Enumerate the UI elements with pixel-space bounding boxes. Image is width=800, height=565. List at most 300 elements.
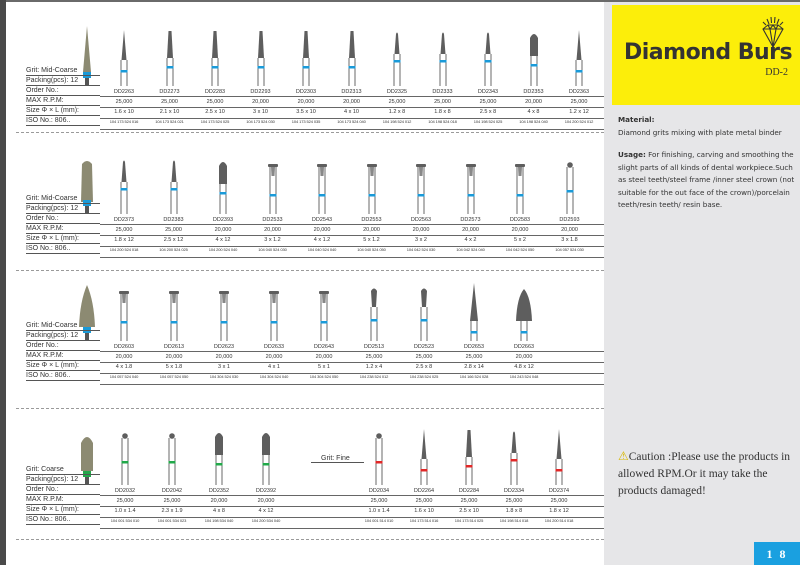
packing-label: Packing(pcs): 12 — [26, 331, 100, 341]
product-dd2513 — [351, 281, 397, 382]
size-value: 1.8 x 8 — [434, 109, 451, 115]
product-dd2273 — [147, 26, 193, 127]
product-dd2352 — [196, 425, 242, 526]
taper-round-bur-icon — [465, 26, 511, 86]
order-no: DD2363 — [568, 89, 590, 95]
iso-no: 104 173 514 016 — [409, 518, 439, 523]
order-no: DD2573 — [460, 217, 481, 223]
max-rpm: 25,000 — [206, 99, 224, 105]
ball-bur-icon — [356, 425, 402, 485]
size-label: Size Φ × L (mm): — [26, 234, 100, 244]
grit-label: Grit: Mid-Coarse — [26, 66, 100, 76]
size-value: 1.2 x 8 — [388, 109, 406, 115]
iso-no: 104 200 534 040 — [251, 518, 281, 523]
size-label: Size Φ × L (mm): — [26, 361, 100, 371]
taper-flat-bur-icon — [283, 26, 329, 86]
packing-label: Packing(pcs): 12 — [26, 204, 100, 214]
product-dd2293 — [238, 26, 284, 127]
max-rpm: 20,000 — [511, 227, 529, 233]
max-rpm: 20,000 — [313, 227, 331, 233]
iso-no: 104 304 524 030 — [209, 374, 239, 379]
max-rpm: 25,000 — [570, 99, 588, 105]
bur-drawing — [243, 425, 289, 485]
size-value: 1.2 x 4 — [365, 364, 383, 370]
taper-round-bur-icon — [491, 425, 537, 485]
size-label: Size Φ × L (mm): — [26, 505, 100, 515]
order-no: DD2513 — [363, 344, 385, 350]
order-no: DD2293 — [250, 89, 271, 95]
product-dd2283 — [192, 26, 238, 127]
product-dd2334 — [491, 425, 537, 526]
iso-no: 104 173 524 021 — [155, 119, 184, 124]
iso-no: 104 042 524 040 — [456, 247, 485, 252]
bur-drawing — [547, 154, 593, 214]
iso-no: 104 173 524 040 — [337, 119, 366, 124]
max-rpm: 20,000 — [115, 354, 133, 360]
iso-no: 104 198 524 040 — [519, 119, 548, 124]
iso-no: 104 243 524 048 — [509, 374, 539, 379]
section-divider — [16, 408, 604, 409]
bur-drawing — [556, 26, 602, 86]
product-dd2633 — [251, 281, 297, 382]
row-divider — [100, 257, 604, 258]
bur-drawing — [398, 154, 444, 214]
size-value: 4 x 12 — [258, 508, 274, 514]
order-no: DD2263 — [113, 89, 135, 95]
bur-drawing — [448, 154, 494, 214]
max-rpm: 20,000 — [412, 227, 430, 233]
max-rpm: 25,000 — [550, 498, 568, 504]
order-no: DD2603 — [113, 344, 135, 350]
order-no: DD2643 — [313, 344, 335, 350]
wheel-bur-icon — [299, 154, 345, 214]
order-no: DD2613 — [163, 344, 185, 350]
iso-no: 104 042 524 030 — [406, 247, 436, 252]
bur-drawing — [200, 154, 246, 214]
product-dd2392 — [243, 425, 289, 526]
order-no: DD2333 — [432, 89, 453, 95]
bur-drawing — [511, 26, 557, 86]
max-rpm: 25,000 — [479, 99, 497, 105]
product-dd2303 — [283, 26, 329, 127]
size-value: 3 x 10 — [253, 109, 268, 115]
iso-no: 104 166 524 028 — [459, 374, 489, 379]
max-rpm: 25,000 — [370, 498, 388, 504]
size-value: 3 x 1.2 — [264, 237, 281, 243]
spec-labels — [26, 465, 100, 525]
size-value: 4 x 2 — [464, 237, 477, 243]
taper-flat-bur-icon — [329, 26, 375, 86]
material-text: Diamond grits mixing with plate metal binder — [618, 127, 782, 137]
size-value: 5 x 1.8 — [165, 364, 183, 370]
size-value: 4 x 8 — [213, 508, 225, 514]
size-value: 1.8 x 12 — [114, 237, 134, 243]
bur-drawing — [283, 26, 329, 86]
product-dd2653 — [451, 281, 497, 382]
taper-flat-bur-icon — [238, 26, 284, 86]
bur-drawing — [299, 154, 345, 214]
product-dd2523 — [401, 281, 447, 382]
order-no: DD2353 — [523, 89, 544, 95]
order-no-label: Order No.: — [26, 86, 100, 96]
iso-no: 104 173 524 025 — [200, 119, 230, 124]
max-rpm: 20,000 — [214, 227, 232, 233]
bur-drawing — [147, 26, 193, 86]
bur-drawing — [149, 425, 195, 485]
iso-no: 104 042 524 050 — [505, 247, 535, 252]
page-title: Diamond Burs — [624, 40, 793, 65]
bur-drawing — [349, 154, 395, 214]
spec-labels — [26, 66, 100, 126]
bur-drawing — [351, 281, 397, 341]
wheel-bur-icon — [448, 154, 494, 214]
max-rpm: 25,000 — [365, 354, 383, 360]
max-rpm: 25,000 — [434, 99, 451, 105]
bur-drawing — [497, 154, 543, 214]
bur-drawing — [451, 281, 497, 341]
bur-drawing — [201, 281, 247, 341]
max-rpm: 25,000 — [415, 498, 433, 504]
product-dd2263 — [101, 26, 147, 127]
bur-drawing — [251, 281, 297, 341]
order-no: DD2543 — [311, 217, 333, 223]
size-value: 5 x 2 — [514, 237, 526, 243]
max-rpm-label: MAX R.P.M: — [26, 351, 100, 361]
bur-drawing — [196, 425, 242, 485]
max-rpm: 20,000 — [343, 99, 360, 105]
bur-drawing — [356, 425, 402, 485]
iso-no: 104 173 514 025 — [454, 518, 484, 523]
section-divider — [16, 539, 604, 540]
size-value: 1.6 x 10 — [114, 109, 134, 115]
size-value: 4 x 1.8 — [115, 364, 133, 370]
product-dd2042 — [149, 425, 195, 526]
order-no: DD2284 — [458, 488, 480, 494]
taper-round-bur-icon — [151, 154, 197, 214]
iso-label: ISO No.: 806.. — [26, 244, 100, 254]
max-rpm-label: MAX R.P.M: — [26, 224, 100, 234]
bur-drawing — [446, 425, 492, 485]
max-rpm: 20,000 — [363, 227, 380, 233]
order-no: DD2264 — [413, 488, 435, 494]
wheel-bur-icon — [201, 281, 247, 341]
usage-text: For finishing, carving and smoothing the slight parts of all kinds of dental workpiece.Such as steel teeth/steel frame /inner steel crown (not suitable for the out face of the crown)/porcelain teeth/resin teeth/ resin base. — [618, 150, 795, 209]
iso-no: 104 001 534 010 — [110, 518, 140, 523]
order-no: DD2034 — [368, 488, 390, 494]
max-rpm-label: MAX R.P.M: — [26, 96, 100, 106]
taper-point-bur-icon — [556, 26, 602, 86]
iso-no: 104 200 514 018 — [544, 518, 574, 523]
usage-block — [618, 149, 796, 212]
taper-flat-bur-icon — [446, 425, 492, 485]
size-value: 5 x 1.2 — [363, 237, 380, 243]
warning-icon: ⚠ — [618, 449, 629, 463]
size-value: 4 x 12 — [215, 237, 231, 243]
bur-drawing — [401, 281, 447, 341]
material-heading: Material: — [618, 115, 655, 124]
iso-no: 104 001 534 023 — [157, 518, 187, 523]
product-dd2573 — [448, 154, 494, 255]
max-rpm: 20,000 — [265, 354, 283, 360]
max-rpm: 20,000 — [315, 354, 333, 360]
size-value: 1.8 x 8 — [505, 508, 523, 514]
wheel-bur-icon — [151, 281, 197, 341]
order-no: DD2553 — [361, 217, 382, 223]
taper-round-bur-icon — [101, 154, 147, 214]
product-dd2613 — [151, 281, 197, 382]
size-value: 2.5 x 10 — [459, 508, 479, 514]
description — [618, 114, 796, 222]
title-banner — [612, 5, 800, 105]
row-divider — [100, 129, 604, 130]
max-rpm: 20,000 — [525, 99, 542, 105]
iso-no: 104 040 524 030 — [258, 247, 287, 252]
order-no: DD2523 — [413, 344, 435, 350]
product-catalog — [6, 2, 604, 565]
order-no: DD2623 — [213, 344, 235, 350]
product-dd2553 — [349, 154, 395, 255]
iso-no: 104 304 524 040 — [259, 374, 289, 379]
product-dd2284 — [446, 425, 492, 526]
iso-no: 104 040 524 040 — [307, 247, 337, 252]
size-value: 3 x 1.8 — [561, 237, 578, 243]
product-dd2034 — [356, 425, 402, 526]
max-rpm: 20,000 — [215, 354, 233, 360]
bur-drawing — [465, 26, 511, 86]
product-dd2373 — [101, 154, 147, 255]
order-no: DD2373 — [113, 217, 135, 223]
wheel-bur-icon — [497, 154, 543, 214]
iso-label: ISO No.: 806.. — [26, 515, 100, 525]
row-divider — [100, 384, 604, 385]
iso-label: ISO No.: 806.. — [26, 371, 100, 381]
iso-no: 104 057 524 030 — [555, 247, 584, 252]
max-rpm: 20,000 — [210, 498, 228, 504]
max-rpm: 20,000 — [515, 354, 533, 360]
max-rpm: 25,000 — [161, 99, 178, 105]
bur-drawing — [329, 26, 375, 86]
iso-no: 104 200 524 012 — [564, 119, 594, 124]
spec-labels — [26, 194, 100, 254]
product-dd2264 — [401, 425, 447, 526]
max-rpm: 20,000 — [165, 354, 183, 360]
usage-heading: Usage: — [618, 150, 646, 159]
wheel-bur-icon — [250, 154, 296, 214]
product-dd2533 — [250, 154, 296, 255]
product-dd2032 — [102, 425, 148, 526]
order-no: DD2343 — [477, 89, 499, 95]
max-rpm: 25,000 — [465, 354, 483, 360]
caution-note — [618, 448, 798, 500]
iso-no: 104 173 524 035 — [291, 119, 321, 124]
order-no: DD2593 — [559, 217, 580, 223]
order-no: DD2334 — [503, 488, 525, 494]
max-rpm: 25,000 — [460, 498, 478, 504]
grit-fine-label: Grit: Fine — [311, 455, 364, 463]
taper-point-bur-icon — [101, 26, 147, 86]
grit-label: Grit: Coarse — [26, 465, 100, 475]
size-value: 4 x 1.2 — [313, 237, 331, 243]
iso-no: 104 001 514 010 — [364, 518, 394, 523]
taper-point-bur-icon — [401, 425, 447, 485]
order-no: DD2383 — [163, 217, 184, 223]
order-no: DD2533 — [262, 217, 283, 223]
bur-drawing — [491, 425, 537, 485]
grit-label: Grit: Mid-Coarse — [26, 321, 100, 331]
taper-flat-bur-icon — [147, 26, 193, 86]
max-rpm: 25,000 — [163, 498, 181, 504]
order-no: DD2313 — [341, 89, 362, 95]
order-no: DD2653 — [463, 344, 485, 350]
ball-bur-icon — [102, 425, 148, 485]
iso-no: 104 200 524 018 — [109, 247, 139, 252]
max-rpm: 20,000 — [561, 227, 578, 233]
iso-no: 104 057 524 050 — [159, 374, 189, 379]
order-no: DD2663 — [513, 344, 535, 350]
iso-no: 104 200 524 025 — [159, 247, 188, 252]
bur-drawing — [238, 26, 284, 86]
page-number: 1 8 — [754, 542, 800, 565]
bur-drawing — [250, 154, 296, 214]
size-value: 4.8 x 12 — [514, 364, 534, 370]
order-no: DD2583 — [509, 217, 531, 223]
bur-drawing — [102, 425, 148, 485]
iso-no: 104 198 524 025 — [473, 119, 503, 124]
caution-text: Caution :Please use the products in allowed RPM.Or it may take the products damaged! — [618, 451, 791, 497]
max-rpm-label: MAX R.P.M: — [26, 495, 100, 505]
cylinder-round-bur-icon — [511, 26, 557, 86]
product-dd2643 — [301, 281, 347, 382]
taper-flat-bur-icon — [192, 26, 238, 86]
order-no: DD2042 — [161, 488, 183, 494]
packing-label: Packing(pcs): 12 — [26, 475, 100, 485]
product-dd2603 — [101, 281, 147, 382]
bur-drawing — [192, 26, 238, 86]
max-rpm: 25,000 — [115, 227, 133, 233]
iso-label: ISO No.: 806.. — [26, 116, 100, 126]
spec-labels — [26, 321, 100, 381]
product-dd2383 — [151, 154, 197, 255]
ball-bur-icon — [547, 154, 593, 214]
product-dd2353 — [511, 26, 557, 127]
product-dd2593 — [547, 154, 593, 255]
order-no: DD2032 — [114, 488, 136, 494]
wheel-bur-icon — [251, 281, 297, 341]
diamond-icon — [758, 17, 788, 49]
bur-drawing — [401, 425, 447, 485]
wheel-bur-icon — [101, 281, 147, 341]
size-value: 4 x 1 — [268, 364, 280, 370]
ball-bur-icon — [149, 425, 195, 485]
max-rpm: 20,000 — [297, 99, 315, 105]
cylinder-round-bur-icon — [196, 425, 242, 485]
bur-drawing — [420, 26, 466, 86]
iso-no: 104 200 524 040 — [208, 247, 238, 252]
size-label: Size Φ × L (mm): — [26, 106, 100, 116]
packing-label: Packing(pcs): 12 — [26, 76, 100, 86]
product-dd2325 — [374, 26, 420, 127]
product-dd2663 — [501, 281, 547, 382]
size-value: 3 x 1 — [218, 364, 230, 370]
order-no: DD2352 — [208, 488, 230, 494]
sidebar — [604, 2, 800, 565]
iso-no: 104 198 524 012 — [382, 119, 412, 124]
iso-no: 104 057 524 040 — [109, 374, 139, 379]
size-value: 2.5 x 12 — [163, 237, 184, 243]
iso-no: 104 173 524 030 — [246, 119, 275, 124]
product-dd2343 — [465, 26, 511, 127]
size-value: 1.0 x 1.4 — [368, 508, 390, 514]
order-no: DD2303 — [295, 89, 317, 95]
wheel-bur-icon — [301, 281, 347, 341]
product-dd2623 — [201, 281, 247, 382]
cylinder-round-bur-icon — [243, 425, 289, 485]
max-rpm: 25,000 — [165, 227, 182, 233]
size-value: 1.2 x 12 — [569, 109, 589, 115]
wheel-bur-icon — [349, 154, 395, 214]
iso-no: 104 173 524 016 — [109, 119, 139, 124]
size-value: 1.6 x 10 — [414, 508, 434, 514]
flame-bur-icon — [451, 281, 497, 341]
size-value: 2.1 x 10 — [159, 109, 180, 115]
product-dd2583 — [497, 154, 543, 255]
max-rpm: 25,000 — [415, 354, 433, 360]
iso-no: 104 304 524 050 — [309, 374, 339, 379]
cylinder-round-bur-icon — [200, 154, 246, 214]
order-no-label: Order No.: — [26, 341, 100, 351]
product-dd2363 — [556, 26, 602, 127]
product-dd2563 — [398, 154, 444, 255]
order-no-label: Order No.: — [26, 485, 100, 495]
product-dd2393 — [200, 154, 246, 255]
iso-no: 104 238 524 012 — [359, 374, 389, 379]
bullet-bur-icon — [501, 281, 547, 341]
size-value: 4 x 8 — [527, 109, 540, 115]
size-value: 3.5 x 10 — [296, 109, 316, 115]
iso-no: 104 040 524 050 — [357, 247, 386, 252]
order-no: DD2633 — [263, 344, 285, 350]
max-rpm: 25,000 — [115, 99, 133, 105]
bur-drawing — [101, 26, 147, 86]
wheel-bur-icon — [398, 154, 444, 214]
taper-round-bur-icon — [374, 26, 420, 86]
product-dd2333 — [420, 26, 466, 127]
pear-bur-icon — [351, 281, 397, 341]
iso-no: 104 198 524 018 — [428, 119, 457, 124]
max-rpm: 20,000 — [257, 498, 275, 504]
size-value: 1.0 x 1.4 — [114, 508, 136, 514]
max-rpm: 20,000 — [462, 227, 479, 233]
order-no: DD2374 — [548, 488, 570, 494]
bur-drawing — [501, 281, 547, 341]
bur-drawing — [151, 154, 197, 214]
product-dd2543 — [299, 154, 345, 255]
product-dd2313 — [329, 26, 375, 127]
order-no: DD2283 — [204, 89, 226, 95]
max-rpm: 25,000 — [116, 498, 134, 504]
product-dd2374 — [536, 425, 582, 526]
bur-drawing — [536, 425, 582, 485]
bur-drawing — [301, 281, 347, 341]
order-no: DD2325 — [386, 89, 408, 95]
order-no: DD2273 — [159, 89, 180, 95]
size-value: 4 x 10 — [344, 109, 359, 115]
order-no: DD2392 — [255, 488, 277, 494]
order-no: DD2393 — [212, 217, 234, 223]
iso-no: 104 198 534 040 — [204, 518, 234, 523]
order-no: DD2563 — [410, 217, 432, 223]
iso-no: 104 198 514 018 — [499, 518, 529, 523]
